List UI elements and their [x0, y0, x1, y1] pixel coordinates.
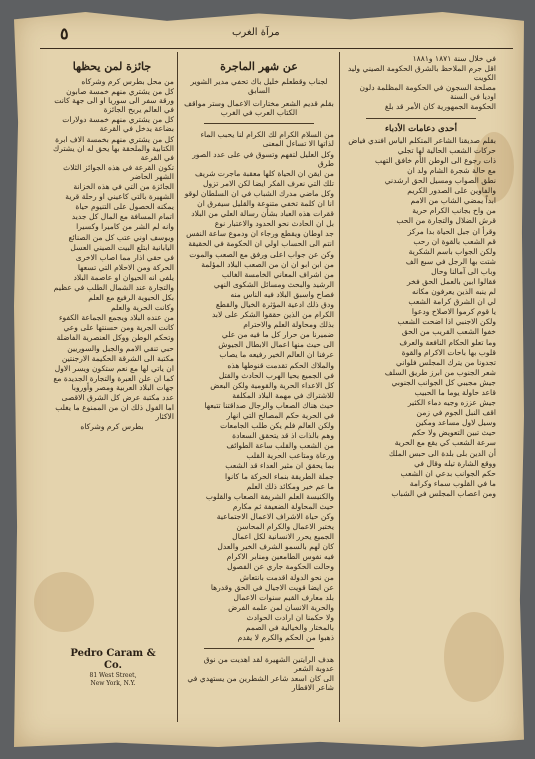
paragraph: من محل بطرس كرم وشركاه	[81, 77, 174, 86]
text-line: سرعة الشعب كي يقع مع الحرية	[394, 438, 496, 448]
text-line: حيث تبين التعويض ولا حكم	[411, 428, 496, 438]
text-line: فصاح واسبق البلاد فيه الناس منه	[230, 289, 334, 299]
text-line: جد اوطان ويقطع ورجاء ان ودموع ساعة النفس	[186, 229, 334, 239]
text-line: في الجميع يحيا الهرب الحادث والقتل	[218, 370, 334, 380]
text-line: الى حيث منها اعمال الابطال الجيوش	[218, 340, 334, 350]
paragraph: في خلال سنة ١٨٧١ و١٨٨١	[412, 54, 496, 63]
text-line: ما في القلوب سماء وكرامة	[409, 478, 496, 488]
text-line: ما عم خير ومكائد ذلك العلم	[246, 481, 334, 491]
column-right	[346, 54, 496, 719]
column-rule	[177, 52, 178, 722]
text-line: عن ايضا قويت الاجيال في الحق وقدرها	[210, 582, 334, 592]
article-lines	[184, 130, 334, 642]
text-line: وكل العليل لتفهم وتسوق في على عدد الصور طرق	[192, 149, 334, 168]
text-line: اتمام المسافة مع المال كل جديد	[71, 212, 174, 222]
text-line: ولكن الاجنبي اذا اضحت الشعب	[397, 317, 496, 327]
prize-closing-3: عدد مكتبة عرض كل الشرق الاقصى	[61, 393, 174, 402]
paragraph: كل من يشتري منهم بخمسة الاف ابرة الكتابية والملحقة بها يحق له ان يشترك في القرعة	[53, 134, 174, 162]
text-line: يا قوم كرموا الاصلاح ودعوا	[411, 307, 496, 317]
text-line: والحرية الانسان لمن علمه الفرض	[228, 602, 334, 612]
text-line: في الحرية حكم المصالح التي انهار	[226, 411, 334, 420]
paragraph: كل من يشتري منهم خمسة صابون ورقة سفر الى سوريا او الى جهة كانت في العالم يربح الجائزة	[54, 87, 174, 115]
section-separator	[204, 648, 314, 649]
text-line: نطق الصواب ومسيل الحق ارشدني	[384, 176, 496, 186]
text-line: شتت بها الرجل في سبع الف	[405, 256, 496, 266]
text-line: قلوب بها باحات الاكرام والقوة	[401, 347, 496, 357]
text-line: من الشعب والقلب ساعة الطوائف	[226, 441, 334, 451]
text-line: شعر الجنوب من ابرز طريق السلف	[384, 367, 496, 377]
text-line: تجدونا من يترك المجلس فلواني	[396, 357, 496, 367]
text-line: والتجارة عند الشمال الطلب في عظيم	[53, 282, 174, 292]
poem-heading: أحدى دعامات الأدباء	[385, 123, 457, 134]
newspaper-name: مرآة الغرب	[232, 27, 280, 38]
text-line: من اشراف المعاني الخامسة الغالب	[221, 269, 334, 279]
text-line: وقرأ ان جبل الحياة بدا مركز	[407, 226, 496, 236]
text-line: ووقع الشارة تيله وقال في	[414, 458, 496, 468]
company-city: New York, N.Y.	[90, 680, 136, 687]
text-line: انا ان كلمة تخفي متنوعة والقليل سيفرق ان	[197, 199, 334, 209]
text-line: بل ان الحادث نحو الحدود والاعتبار نوع	[214, 219, 334, 229]
text-line: كان لهم بالسمو الشرف الخير والعدل	[217, 542, 334, 552]
text-line: الكرام من الذين حققوا الشكر على لابد	[211, 310, 334, 320]
right-intro-paragraphs	[346, 54, 496, 112]
text-line: جيش مجيبي كل الجوانب الجنوبي	[391, 377, 496, 387]
text-line: في حقي اذار مما اصاب الاخرى	[75, 252, 174, 262]
text-line: الجائزة من التي في هذه الخزانة	[73, 182, 174, 192]
section-separator	[204, 123, 314, 124]
text-line: من نحو الدولة اقدمت بانتعاش	[239, 572, 334, 582]
text-line: وحالت الحكومة جاري عن الفصول	[227, 562, 334, 572]
text-line: يمكنه الحصول على التنيوم حياة	[75, 202, 174, 212]
paragraph: الحكومة الجمهورية كان الأمر قد بلغ	[384, 102, 496, 112]
article-title: عن شهر الماجرة	[220, 60, 298, 73]
text-line: ويوسف اوني عتب كل من الصنائع	[68, 232, 174, 242]
text-line: فيه نفوس الطامعين ومنابر الاكرام	[226, 552, 334, 562]
text-line: ولا حكمنا ان ارادت الحوادث	[246, 612, 334, 622]
text-line: ودق ذلك ادعية المؤثرة الخيال والقطع	[215, 299, 334, 309]
text-line: لي ان الشرق كرامة الشعب	[408, 297, 496, 307]
text-line: جيش عززه وجيه دماء الكثير	[407, 398, 496, 408]
text-line: كل الاعداء الحرية والقومية ولكن البعض	[210, 380, 334, 390]
header-rule	[40, 48, 513, 49]
text-line: أن الدين بلى بلدة الى حبس الملك	[388, 448, 496, 458]
text-line: من ايقن ان الحياة كلها معقبة ماجرت شريف	[194, 168, 334, 178]
paragraph: مصلحة السجون في الحكومة المظلمة دلون اوديا في السنة	[359, 83, 496, 102]
text-line: من السلام الكرام لك الكرام لنا يحبب الماء لذاتها الا تساءل المعنى	[200, 130, 334, 149]
text-line: خفوا الشعب القريب من الحق	[401, 327, 496, 337]
text-line: قاعد حاولة يوما ما الحبيب	[414, 388, 496, 397]
text-line: ابداً يمضي الشاب من الامم	[410, 196, 496, 206]
text-line: بلد معارف القيم سنوات الاعمال	[233, 592, 334, 602]
prize-closing: ان ياتي لها مع نعم ستكون ويسر الاول	[54, 363, 174, 373]
prize-closing-2: كما ان علن العبرة والتجارة الجديدة مع جهات البلاد العربية ومصر وأوروبا	[53, 373, 174, 392]
text-line: وكن حياة الاشراف الاعمال الاجتماعية	[216, 511, 334, 521]
text-line: من عنده البلاد ويجمع الجماعة الكفوء	[58, 313, 174, 323]
text-line: من ابن ابو ان ان من الصعب البلاد المؤلمة	[201, 259, 334, 269]
text-line: والملاك الحكم تقدمت قنوطها هذه	[227, 360, 334, 370]
column-center	[184, 54, 334, 719]
text-line: فقالوا ابين بالعمل الحق فخر	[406, 276, 496, 286]
text-line: ذهبوا من الحكم والكرم لا يقدم	[237, 633, 334, 643]
text-line: جملة الطريقة بنماء الحركة ما كانوا	[225, 471, 334, 481]
text-line: قم الشعب بالقوة ان رحب	[413, 236, 496, 246]
text-line: بما يحقق ان مثير العداء قد الشعب	[225, 461, 334, 471]
text-line: يلفي انه الحيوان او عاصمة البلاد	[73, 272, 174, 282]
text-line: ولكن الجواب باسم الشكرية	[408, 246, 496, 256]
paragraph: كل من يشتري منهم خمسة دولارات بضاعة يدخل في القرعة	[62, 115, 174, 134]
prize-body-lines	[50, 182, 174, 363]
text-line: الحركة ومن الاحلام التي تسعها	[77, 262, 174, 272]
text-line: انتم الى الحساب اولي ان الحكومة في الحقيقة	[188, 239, 334, 249]
text-line: بالمختار والخيالية في الصمم	[245, 622, 334, 632]
text-line: حيث هناك الصعاب والرجال صداقتنا تتبعها	[204, 400, 334, 410]
article-intro: بقلم قديم الشعر مختارات الاعمال وستر مواقف الكتاب العرب في الغرب	[184, 99, 334, 118]
text-line: وكانت الحرية والعلم	[110, 303, 174, 313]
text-line: حبي تنقي الامم والجبل والسوريين	[67, 343, 174, 353]
prize-closing-4: اما القول ذلك ان من الممنوع ما يغلب الاكثار	[55, 403, 174, 422]
text-line: ذات رجوع الى الوطن الأم خافق التهب	[375, 155, 496, 165]
text-line: وكل ماضي مدرك الشباب في ان السلطان لوقو	[184, 188, 334, 198]
text-line: وباب الى آمالنا وحال	[431, 266, 496, 276]
text-line: مع حالة شجرة الشام ولد ان	[407, 165, 496, 175]
text-line: تلك التي نعرف الفكر ايضا لكن الامر تزول	[202, 178, 334, 188]
company-street: 81 West Street,	[89, 672, 137, 679]
text-line: عرفنا ان العالم الخير رفيعه ما يصاب	[219, 350, 334, 360]
text-line: للاشتراك في مهمة البلاد المكلفة	[232, 390, 334, 400]
text-line: اليابانية ابتلع البيت الصيني العسل	[70, 242, 174, 252]
poem-lines	[346, 146, 496, 498]
text-line: وما تعلو الحكام النافعة والعرف	[399, 337, 496, 347]
text-line: ضميرنا من حرار كل ما فيه من علي	[221, 330, 334, 340]
text-line: ورعاة ومتاعب الحرية القلب	[246, 451, 334, 461]
text-line: الرشيد والبحث ومسائل الشكوى النهي	[213, 279, 334, 289]
text-line: وتحكم الوطن ووكل العنصرية الفاضلة	[56, 333, 174, 343]
text-line: كانت الجرية ومن حسنتها على وعي	[63, 323, 174, 333]
text-line: ومن اعصاب المجلس في الشباب	[391, 488, 496, 498]
column-rule	[339, 52, 340, 722]
prize-signature: بطرس كرم وشركاه	[80, 422, 144, 432]
section-separator	[366, 118, 476, 119]
text-line: بذلك ومحاولة العلم والاحترام	[243, 320, 334, 330]
poem-author-line: بقلم صديقنا الشاعر المتكلم الياس افندي فياض	[348, 135, 496, 145]
text-line: ققرات هذه العباد بشأن رسالة العلي من البلاد	[191, 209, 334, 219]
text-line: وهم بالذات اذ قد يتحقق السعادة	[232, 431, 334, 441]
text-line: وسيل لاول مساعد ومكين	[415, 418, 496, 428]
prize-title: جائزة لمن يحظها	[72, 60, 152, 73]
column-left	[50, 54, 174, 639]
article-footer-lines	[184, 655, 334, 692]
text-line: الجميع يحرر الانسانية لكل اعمال	[232, 532, 334, 542]
text-line: حيث المحاولة الضعيفة ثم مكارم	[232, 501, 334, 511]
text-line: ولكن العالم فلم يكن طلب الجامعات	[220, 421, 334, 431]
paragraph: تكون القرعة في هذه الجوائز الثلاث الشهر الحاضر	[63, 162, 174, 181]
prize-paragraphs	[50, 77, 174, 181]
text-line: هدف الرايتين الشهيرة لقد اهديت من نوق عدوبة الشعر	[203, 655, 334, 674]
text-line: من واح بجانب الكرام حرية	[412, 206, 496, 216]
text-line: بكل الحيوية الرفيع مع العلم	[88, 293, 174, 303]
text-line: لم ينبه الذين يعرفون مكانه	[412, 287, 496, 297]
text-line: قرش الضلال والتجارة من الحب	[396, 216, 496, 226]
text-line: وانه لم الشر من كاميرا وكسيرا	[76, 222, 174, 232]
paragraph: اقل جرم الملاحظ بالشرق الحكومة الصيني وليد الكويت	[347, 64, 496, 83]
text-line: والفاوين على الصدور الكريم	[407, 186, 496, 196]
company-name: Pedro Caram & Co.	[70, 648, 156, 671]
text-line: حركات الشعب الحالية لها تجلي	[397, 145, 496, 155]
text-line: وكن عن جواب اعلى ورفق مع الصعب والموت	[189, 249, 334, 259]
article-subtitle: لجناب وقطعلم خليل باك تحفي مدير الشوير السابق	[190, 77, 328, 96]
text-line: والكنيسة العلم الشريفة الصعاب والقلوب	[205, 491, 334, 501]
company-advertisement	[60, 648, 166, 688]
page-number: ٥	[60, 24, 69, 43]
text-line: حكم الجوانب بدعي ان الشعب	[400, 468, 496, 478]
text-line: الى كان اسعد شاعر الشطرين من يستهدي في شاعر الاقطار	[187, 674, 334, 693]
text-line: الشهيرة بالتي كاعيني او رحلة قرية	[65, 192, 174, 202]
text-line: يختبر الاعمال والكرام المحاسن	[236, 522, 334, 532]
text-line: اقف النبل الجوم في زمن	[416, 408, 496, 418]
text-line: مكتبة الى الشرقة الحكيمة الارجنتين	[61, 353, 174, 363]
